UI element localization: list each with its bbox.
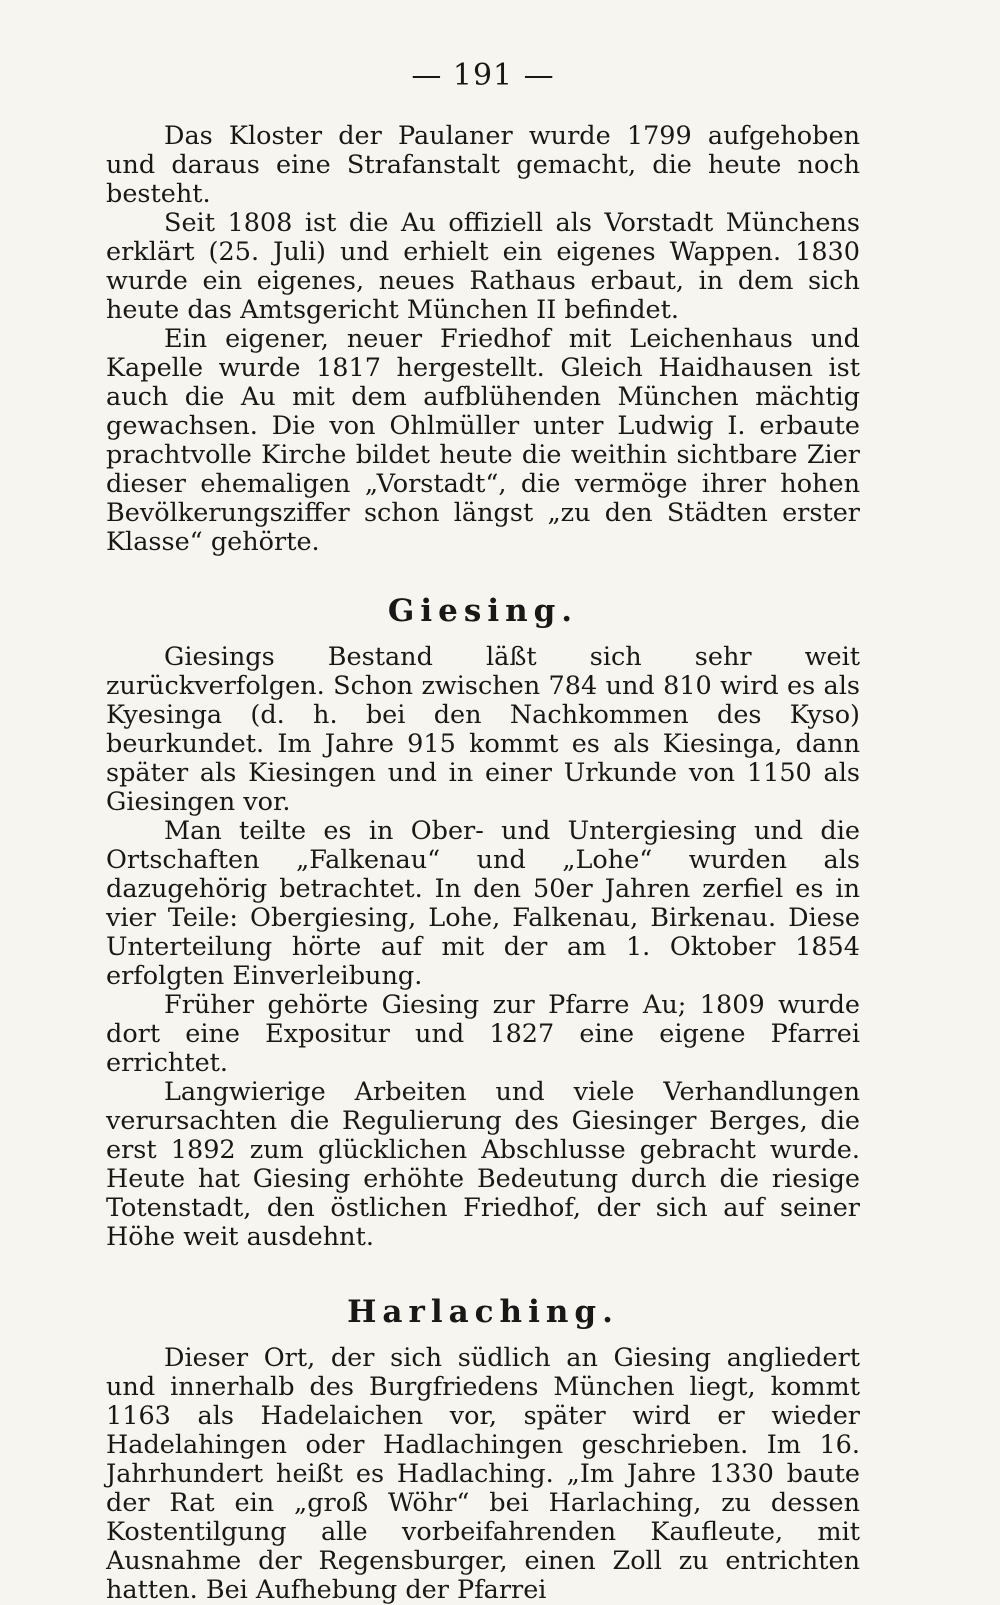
heading-harlaching: Harlaching.: [347, 1294, 619, 1330]
heading-giesing: Giesing.: [387, 593, 579, 629]
paragraph-au-1: Das Kloster der Paulaner wurde 1799 aufgehoben und daraus eine Strafanstalt gemacht, die heute noch besteht.: [106, 121, 860, 209]
page-number: — 191 —: [411, 58, 555, 93]
paragraph-au-2: Seit 1808 ist die Au offiziell als Vorstadt Münchens erklärt (25. Juli) und erhielt ein eigenes Wappen. 1830 wurde ein eigenes, neues Rathaus erbaut, in dem sich heute das Amtsgericht München II befindet.: [106, 208, 860, 325]
paragraph-au-3: Ein eigener, neuer Friedhof mit Leichenhaus und Kapelle wurde 1817 hergestellt. Gleich Haidhausen ist auch die Au mit dem aufblühenden München mächtig gewachsen. Die von Ohlmüller unter Ludwig I. erbaute prachtvolle Kirche bildet heute die weithin sichtbare Zier dieser ehemaligen „Vorstadt“, die vermöge ihrer hohen Bevölkerungsziffer schon längst „zu den Städten erster Klasse“ gehörte.: [106, 324, 860, 557]
paragraph-giesing-1: Giesings Bestand läßt sich sehr weit zurückverfolgen. Schon zwischen 784 und 810 wird es als Kyesinga (d. h. bei den Nachkommen des Kyso) beurkundet. Im Jahre 915 kommt es als Kiesinga, dann später als Kiesingen und in einer Urkunde von 1150 als Giesingen vor.: [106, 642, 860, 817]
paragraph-giesing-3: Früher gehörte Giesing zur Pfarre Au; 1809 wurde dort eine Expositur und 1827 eine eigene Pfarrei errichtet.: [106, 990, 860, 1078]
paragraph-giesing-4: Langwierige Arbeiten und viele Verhandlungen verursachten die Regulierung des Giesinger Berges, die erst 1892 zum glücklichen Abschlusse gebracht wurde. Heute hat Giesing erhöhte Bedeutung durch die riesige Totenstadt, den östlichen Friedhof, der sich auf seiner Höhe weit ausdehnt.: [106, 1077, 860, 1252]
paragraph-harlaching-1: Dieser Ort, der sich südlich an Giesing angliedert und innerhalb des Burgfriedens München liegt, kommt 1163 als Hadelaichen vor, später wird er wieder Hadelahingen oder Hadlachingen geschrieben. Im 16. Jahrhundert heißt es Hadlaching. „Im Jahre 1330 baute der Rat ein „groß Wöhr“ bei Harlaching, zu dessen Kostentilgung alle vorbeifahrenden Kaufleute, mit Ausnahme der Regensburger, einen Zoll zu entrichten hatten. Bei Aufhebung der Pfarrei: [106, 1343, 860, 1605]
paragraph-giesing-2: Man teilte es in Ober- und Untergiesing und die Ortschaften „Falkenau“ und „Lohe“ wurden als dazugehörig betrachtet. In den 50er Jahren zerfiel es in vier Teile: Obergiesing, Lohe, Falkenau, Birkenau. Diese Unterteilung hörte auf mit der am 1. Oktober 1854 erfolgten Einverleibung.: [106, 816, 860, 991]
